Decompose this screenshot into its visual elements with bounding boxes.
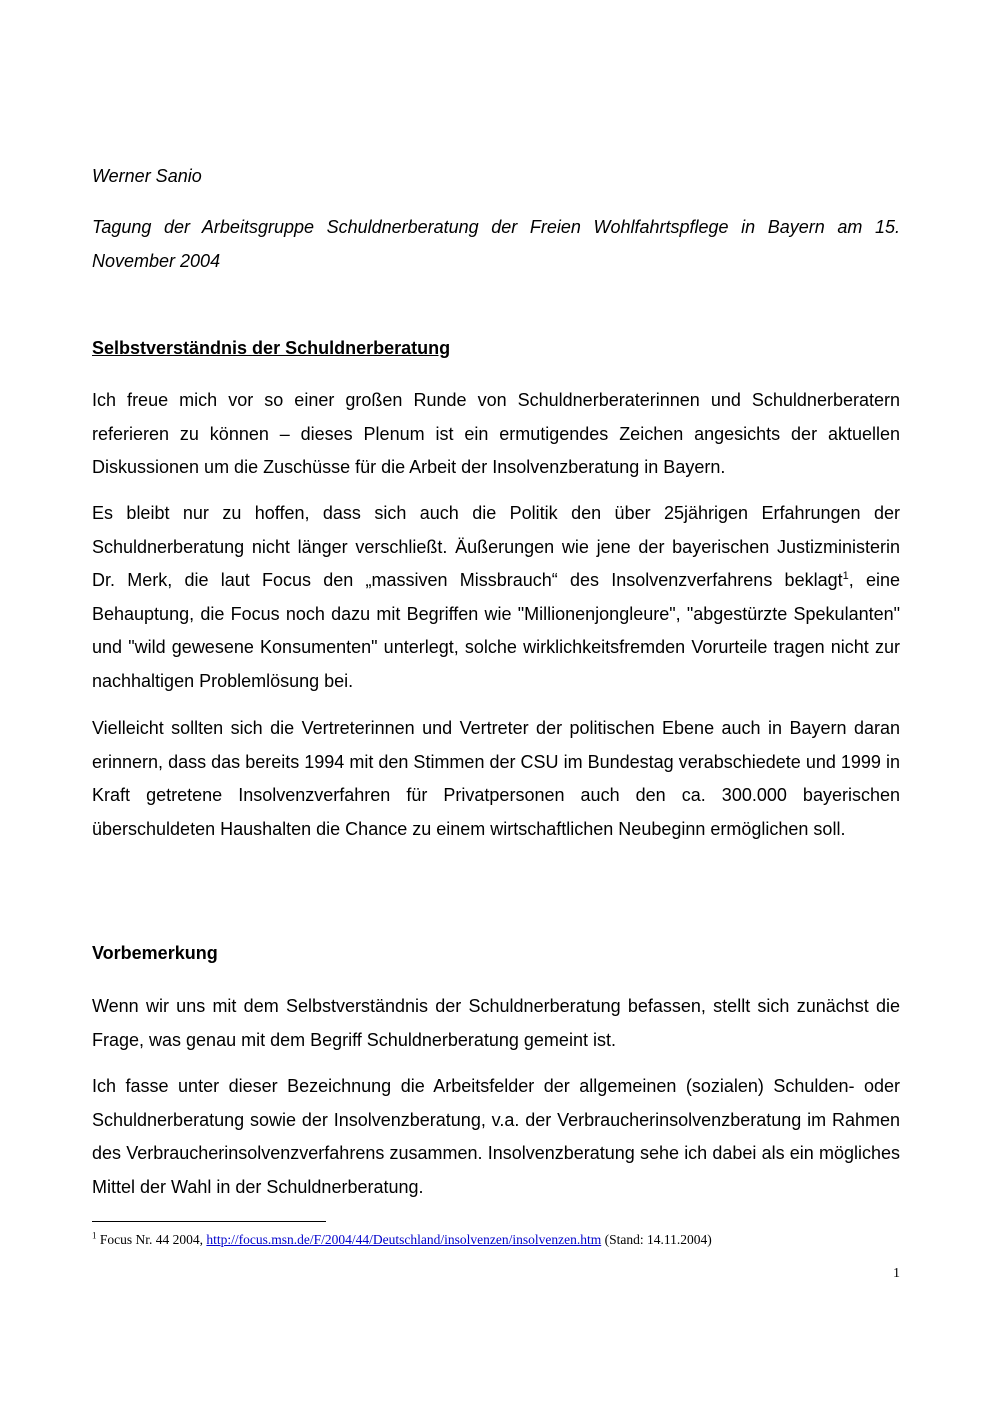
section-title-vorbemerkung: Vorbemerkung bbox=[92, 943, 218, 963]
footnote-divider bbox=[92, 1221, 326, 1222]
footnote-reference[interactable]: 1 bbox=[842, 570, 849, 583]
paragraph-4: Wenn wir uns mit dem Selbstverständnis der Schuldnerberatung befassen, stellt sich zunächst die Frage, was genau mit dem Begriff Schuldnerberatung gemeint ist. bbox=[92, 996, 900, 1050]
footnote bbox=[92, 1231, 712, 1249]
page-number: 1 bbox=[893, 1266, 900, 1281]
paragraph-2 bbox=[92, 497, 900, 699]
footnote-text-after: (Stand: 14.11.2004) bbox=[601, 1232, 712, 1247]
paragraph-1: Ich freue mich vor so einer großen Runde von Schuldnerberaterinnen und Schuldnerberatern referieren zu können – dieses Plenum ist ein ermutigendes Zeichen angesichts der aktuellen Diskussionen um die Zuschüsse für die Arbeit der Insolvenzberatung in Bayern. bbox=[92, 390, 900, 478]
event-line: Tagung der Arbeitsgruppe Schuldnerberatung der Freien Wohlfahrtspflege in Bayern am 15. November 2004 bbox=[92, 217, 900, 271]
paragraph-2-part-a: Es bleibt nur zu hoffen, dass sich auch die Politik den über 25jährigen Erfahrungen der Schuldnerberatung nicht länger verschließt. Äußerungen wie jene der bayerischen Justizministerin Dr. Merk, die laut Focus den „massiven Missbrauch“ des Insolvenzverfahrens beklagt bbox=[92, 503, 900, 591]
paragraph-2-part-b: , eine Behauptung, die Focus noch dazu mit Begriffen wie "Millionenjongleure", "abgestürzte Spekulanten" und "wild gewesene Konsumenten" unterlegt, solche wirklichkeitsfremden Vorurteile tragen nicht zur nachhaltigen Problemlösung bei. bbox=[92, 570, 900, 691]
paragraph-3: Vielleicht sollten sich die Vertreterinnen und Vertreter der politischen Ebene auch in Bayern daran erinnern, dass das bereits 1994 mit den Stimmen der CSU im Bundestag verabschiedete und 1999 in Kraft getretene Insolvenzverfahren für Privatpersonen auch den ca. 300.000 bayerischen überschuldeten Haushalten die Chance zu einem wirtschaftlichen Neubeginn ermöglichen soll. bbox=[92, 718, 900, 839]
paragraph-5: Ich fasse unter dieser Bezeichnung die Arbeitsfelder der allgemeinen (sozialen) Schulden- oder Schuldnerberatung sowie der Insolvenzberatung, v.a. der Verbraucherinsolvenzberatung im Rahmen des Verbraucherinsolvenzverfahrens zusammen. Insolvenzberatung sehe ich dabei als ein mögliches Mittel der Wahl in der Schuldnerberatung. bbox=[92, 1076, 900, 1197]
footnote-link[interactable]: http://focus.msn.de/F/2004/44/Deutschland/insolvenzen/insolvenzen.htm bbox=[206, 1232, 602, 1247]
section-title-selbstverstaendnis: Selbstverständnis der Schuldnerberatung bbox=[92, 338, 451, 358]
author-line: Werner Sanio bbox=[92, 166, 202, 186]
footnote-number: 1 bbox=[92, 1230, 97, 1241]
footnote-text-before: Focus Nr. 44 2004, bbox=[96, 1232, 207, 1247]
